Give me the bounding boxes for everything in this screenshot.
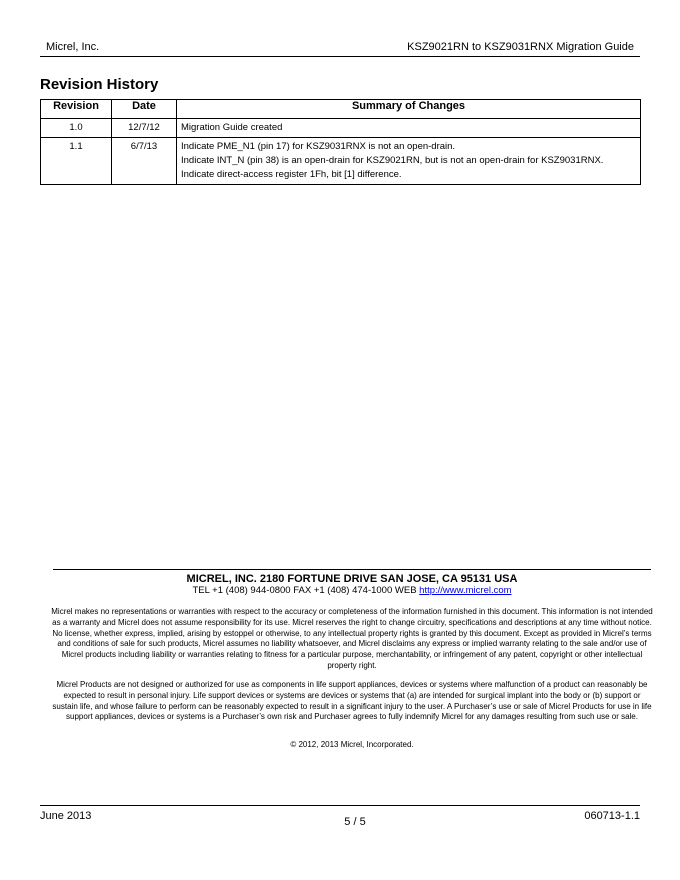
column-header-summary: Summary of Changes — [177, 100, 641, 119]
summary-cell — [177, 138, 641, 185]
header-company: Micrel, Inc. — [46, 41, 100, 53]
section-title: Revision History — [40, 76, 159, 93]
date-cell: 12/7/12 — [112, 119, 177, 138]
footer-divider — [53, 569, 651, 570]
change-item: Indicate direct-access register 1Fh, bit [1] difference. — [181, 169, 402, 180]
column-header-revision: Revision — [41, 100, 112, 119]
revision-cell: 1.0 — [41, 119, 112, 138]
revision-history-table — [40, 99, 641, 185]
contact-phone-fax: TEL +1 (408) 944-0800 FAX +1 (408) 474-1000 WEB — [192, 585, 420, 596]
change-item: Migration Guide created — [181, 122, 283, 133]
warranty-disclaimer: Micrel makes no representations or warranties with respect to the accuracy or completeness of the information furnished in this document. This information is not intended as a warranty and Micrel does not assume responsibility for its use. Micrel reserves the right to change circuitry, specifications and descriptions at any time without notice. No license, whether express, implied, arising by estoppel or otherwise, to any intellectual property rights is granted by this document. Except as provided in Micrel’s terms and conditions of sale for such products, Micrel assumes no liability whatsoever, and Micrel disclaims any express or implied warranty relating to the sale and/or use of Micrel products including liability or warranties relating to fitness for a particular purpose, merchantability, or infringement of any patent, copyright or other intellectual property right. — [51, 607, 653, 670]
document-number: 060713-1.1 — [584, 810, 640, 822]
revision-cell: 1.1 — [41, 138, 112, 185]
company-address: MICREL, INC. 2180 FORTUNE DRIVE SAN JOSE, CA 95131 USA — [186, 573, 518, 585]
footer-date: June 2013 — [40, 810, 92, 822]
page-number: 5 / 5 — [344, 816, 366, 828]
change-item: Indicate PME_N1 (pin 17) for KSZ9031RNX is not an open-drain. — [181, 141, 456, 152]
life-support-disclaimer: Micrel Products are not designed or authorized for use as components in life support appliances, devices or systems where malfunction of a product can reasonably be expected to result in personal injury. Life support devices or systems are devices or systems that (a) are intended for surgical implant into the body or (b) support or sustain life, and whose failure to perform can be reasonably expected to result in a significant injury to the user. A Purchaser’s use or sale of Micrel Products for use in life support appliances, devices or systems is a Purchaser’s own risk and Purchaser agrees to fully indemnify Micrel for any damages resulting from such use or sale. — [52, 680, 652, 722]
column-header-date: Date — [112, 100, 177, 119]
change-item: Indicate INT_N (pin 38) is an open-drain for KSZ9021RN, but is not an open-drain for KSZ9031RNX. — [181, 155, 604, 166]
contact-line — [40, 585, 664, 596]
date-cell: 6/7/13 — [112, 138, 177, 185]
copyright-notice: © 2012, 2013 Micrel, Incorporated. — [290, 740, 414, 749]
page-footer-divider — [40, 805, 640, 806]
table-row — [41, 119, 641, 138]
summary-cell — [177, 119, 641, 138]
page-header — [40, 40, 640, 56]
website-link[interactable]: http://www.micrel.com — [419, 585, 512, 596]
table-row — [41, 138, 641, 185]
header-divider — [40, 56, 640, 57]
header-document-title: KSZ9021RN to KSZ9031RNX Migration Guide — [407, 41, 634, 53]
table-header-row — [41, 100, 641, 119]
